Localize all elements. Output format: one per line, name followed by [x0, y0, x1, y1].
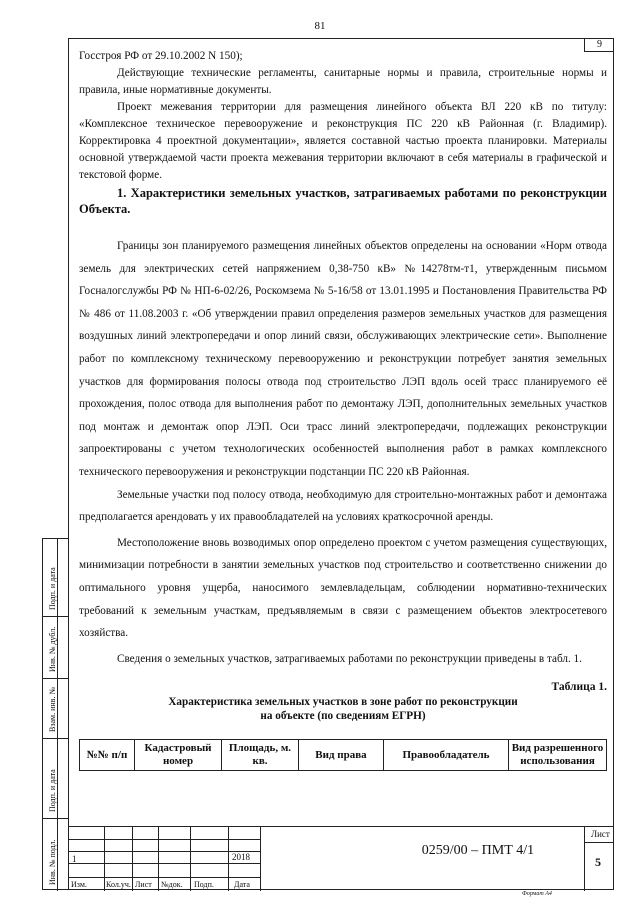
sheet-number: 5 — [595, 855, 601, 869]
column-label: Кол.уч. — [106, 880, 131, 889]
strip-label: Взам. инв. № — [48, 686, 57, 732]
strip-cell — [43, 617, 68, 679]
table-header-cell: Кадастровый номер — [135, 740, 222, 771]
paragraph: Местоположение вновь возводимых опор определено проектом с учетом размещения существующих, минимизации потребности в занятии земельных участков под строительство и соответственно снижении до оптимального уровня ущерба, наносимого землевладельцам, соблюдении нормативно-технических требований к земельным участкам, предъявляемым в связи с размещением объектов электросетевого хозяйства. — [79, 536, 607, 640]
section-body — [79, 235, 607, 670]
strip-cell — [43, 679, 68, 739]
paragraph: Действующие технические регламенты, санитарные нормы и правила, строительные нормы и правила, иные нормативные документы. — [79, 67, 607, 96]
table-header-cell: Вид права — [299, 740, 384, 771]
binding-strip — [42, 538, 68, 890]
strip-label: Инв. № дубл. — [48, 626, 57, 672]
table-title: на объекте (по сведениям ЕГРН) — [260, 710, 426, 723]
table-header-cell: Площадь, м. кв. — [222, 740, 299, 771]
column-label: Подп. — [194, 880, 214, 889]
table-header-cell: Вид разрешенного использования — [509, 740, 607, 771]
paragraph: Земельные участки под полосу отвода, необходимую для строительно-монтажных работ и демонтажа предполагается арендовать у их правообладателей на условиях краткосрочной аренды. — [79, 488, 607, 524]
table-number: Таблица 1. — [551, 681, 607, 694]
column-label: №док. — [161, 880, 183, 889]
section-heading: 1. Характеристики земельных участков, затрагиваемых работами по реконструкции Объекта. — [79, 186, 607, 216]
document-body — [79, 48, 607, 771]
column-label: Изм. — [71, 880, 87, 889]
paragraph: Границы зон планируемого размещения линейных объектов определены на основании «Норм отвода земель для электрических сетей напряжением 0,38-750 кВ» №14278тм-т1, утвержденным письмом Госналогслужбы РФ № НП-6-02/26, Роскомзема № 5-16/58 от 13.01.1995 и Постановления Правительства РФ № 486 от 11.08.2003 г. «Об утверждении правил определения размеров земельных участков для размещения воздушных линий электропередачи и опор линий связи, обслуживающих электрические сети». Выполнение работ по комплексному техническому перевооружению и реконструкции потребует занятия земельных участков для формирования полосы отвода под строительство ЛЭП вдоль осей трасс планируемого её прохождения, полос отвода для выполнения работ по демонтажу ЛЭП, дополнительных земельных участков под монтаж и демонтаж опор ЛЭП. Оси трасс линий электропередачи, подлежащих реконструкции запроектированы с учетом технологических особенностей выполнения работ в рамках комплексного технического перевооружения и реконструкции подстанции ПС 220 кВ Районная. — [79, 240, 607, 478]
revision-year: 2018 — [232, 852, 250, 862]
paragraph: Сведения о земельных участков, затрагиваемых работами по реконструкции приведены в табл. 1. — [117, 652, 582, 665]
sheet-label: Лист — [591, 829, 610, 839]
document-code: 0259/00 – ПМТ 4/1 — [421, 843, 535, 858]
strip-label: Подп. и дата — [48, 567, 57, 610]
table-header-cell: Правообладатель — [384, 740, 509, 771]
column-label: Лист — [135, 880, 152, 889]
paragraph: Госстроя РФ от 29.10.2002 N 150); — [79, 50, 243, 62]
strip-cell — [43, 739, 68, 819]
revision-number: 1 — [72, 854, 77, 864]
strip-cell — [43, 819, 68, 891]
land-plots-table — [79, 739, 607, 771]
sheet-tag: 9 — [584, 38, 614, 52]
format-label: Формат А4 — [522, 891, 552, 897]
table-title: Характеристика земельных участков в зоне работ по реконструкции — [168, 696, 518, 709]
page-number: 81 — [314, 20, 326, 32]
paragraph: Проект межевания территории для размещения линейного объекта ВЛ 220 кВ по титулу: «Комплексное техническое перевооружение и реконструкция ПС 220 кВ Районная (г. Владимир). Корректировка 4 проектной документации», является составной частью проекта планировки. Материалы основной утверждаемой части проекта межевания территории включают в себя материалы в графической и текстовой форме. — [79, 101, 607, 181]
strip-cell — [43, 539, 68, 617]
table-header-cell: №№ п/п — [80, 740, 135, 771]
title-block — [68, 826, 614, 890]
column-label: Дата — [234, 880, 250, 889]
strip-label: Подп. и дата — [48, 769, 57, 812]
strip-label: Инв. № подл. — [48, 839, 57, 885]
